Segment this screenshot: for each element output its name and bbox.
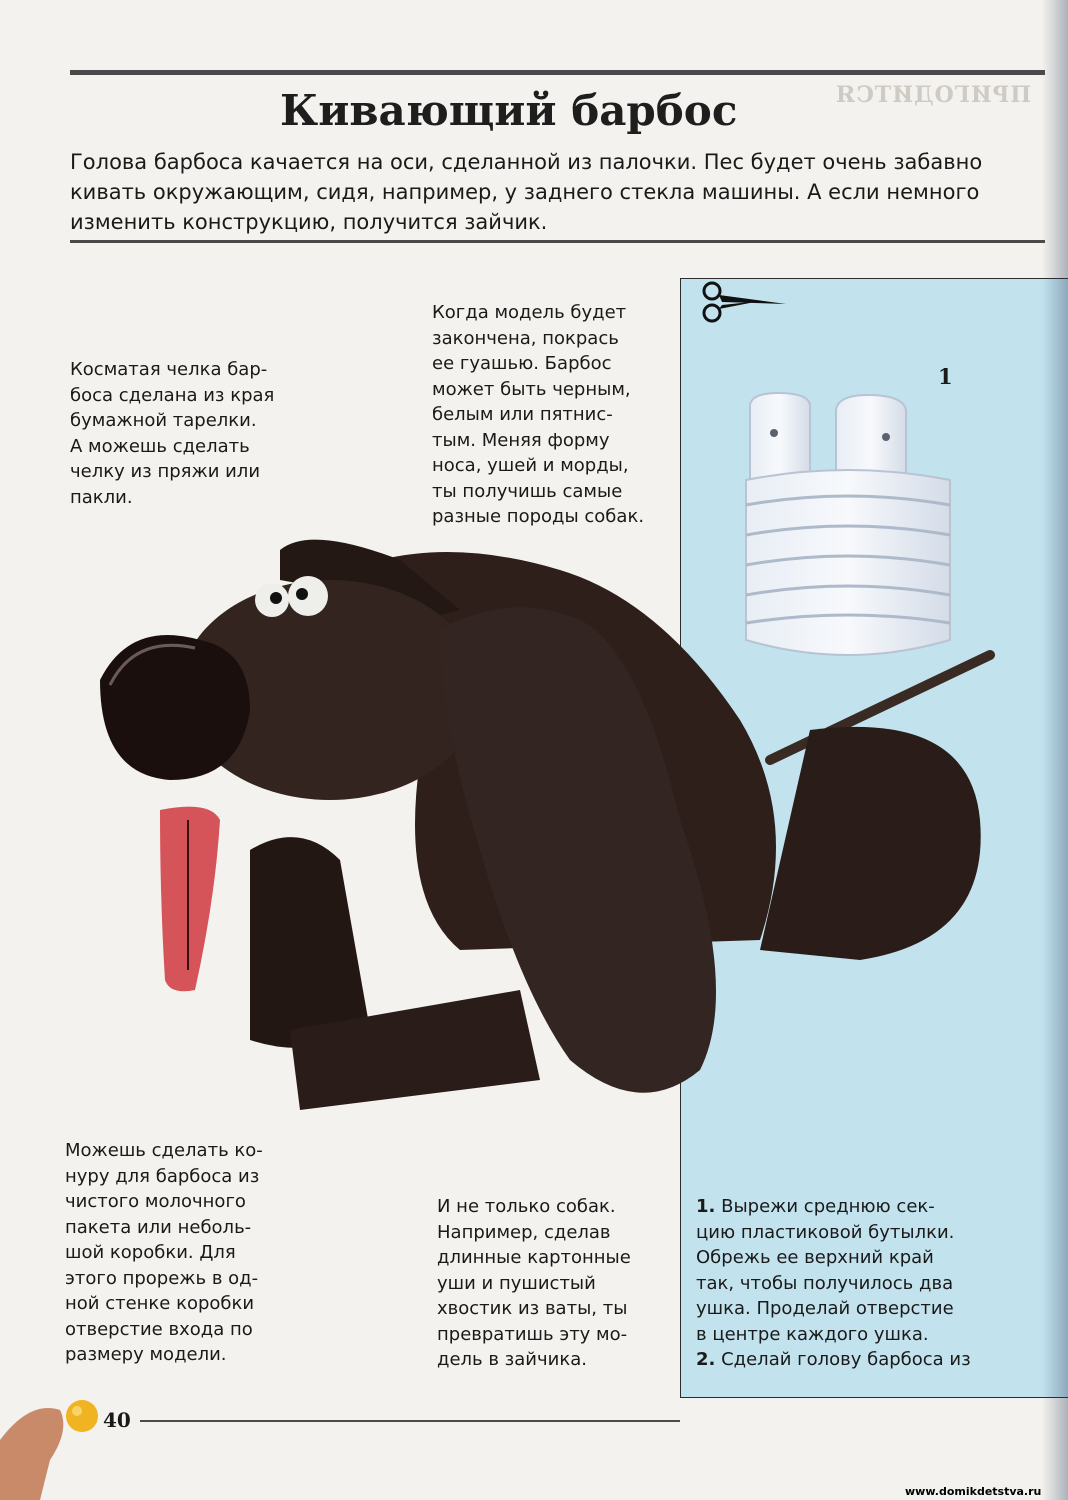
hand-with-ball-icon: [0, 1370, 110, 1500]
top-rule: [70, 70, 1045, 75]
watermark: www.domikdetstva.ru: [905, 1485, 1042, 1498]
instruction-line: так, чтобы получилось два: [696, 1272, 954, 1294]
page-number: 40: [103, 1408, 131, 1432]
instruction-line: Обрежь ее верхний край: [696, 1247, 934, 1268]
paint-note: Когда модель будет закончена, покрась ее гуашью. Барбос может быть черным, белым или пятнис- тым. Меняя форму носа, ушей и морды, ты получишь самые разные породы собак.: [432, 302, 645, 527]
instruction-text: [696, 1194, 971, 1373]
instruction-line: 1. Вырежи среднюю сек-: [696, 1196, 935, 1217]
kennel-note: Можешь сделать ко- нуру для барбоса из чистого молочного пакета или неболь- шой коробки. Для этого прорежь в од- ной стенке коробки отверстие входа по размеру модели.: [65, 1140, 263, 1365]
step-number: 1: [938, 364, 953, 389]
instruction-line: в центре каждого ушка.: [696, 1323, 929, 1345]
footer-rule: [140, 1420, 680, 1422]
intro-line: Голова барбоса качается на оси, сделанной из палочки. Пес будет очень забавно: [70, 150, 983, 174]
instruction-line: цию пластиковой бутылки.: [696, 1221, 955, 1243]
page-edge-shadow: [1042, 0, 1068, 1500]
intro-line: изменить конструкцию, получится зайчик.: [70, 210, 548, 234]
bleed-through-text: ПРИГОДИТСЯ: [835, 82, 1032, 108]
instruction-line: 2. Сделай голову барбоса из: [696, 1349, 971, 1370]
intro-paragraph: [70, 147, 1035, 237]
page-title: Кивающий барбос: [280, 86, 738, 135]
nodding-dog-photo: [40, 520, 1020, 1130]
instruction-line: ушка. Проделай отверстие: [696, 1298, 954, 1319]
bunny-note: И не только собак. Например, сделав длинные картонные уши и пушистый хвостик из ваты, ты превратишь эту мо- дель в зайчика.: [437, 1196, 631, 1370]
bangs-note: Косматая челка бар- боса сделана из края бумажной тарелки. А можешь сделать челку из пряжи или пакли.: [70, 359, 275, 508]
intro-rule: [70, 240, 1045, 243]
intro-line: кивать окружающим, сидя, например, у заднего стекла машины. А если немного: [70, 180, 980, 204]
scissors-icon: [700, 280, 790, 324]
